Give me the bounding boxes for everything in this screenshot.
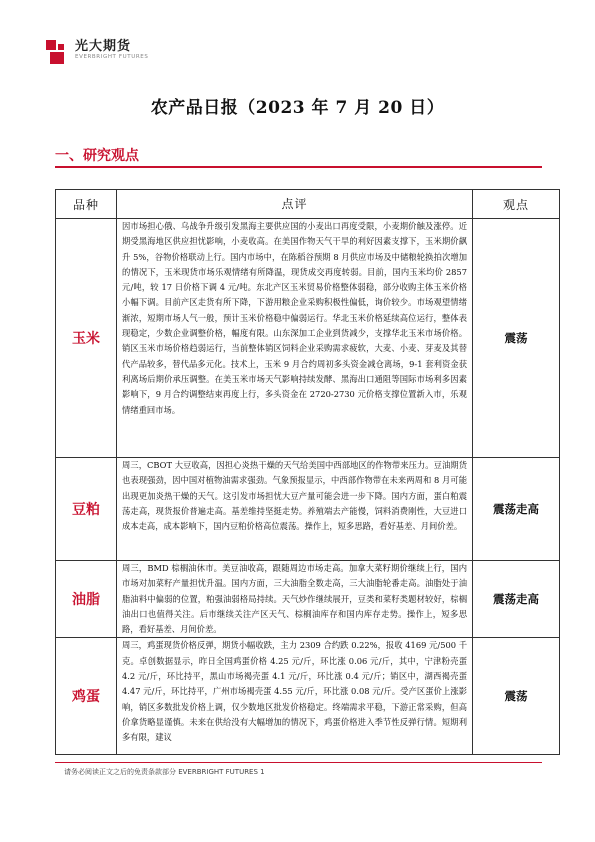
comment-text: 周三，BMD 棕榈油休市。美豆油收高，跟随周边市场走高。加拿大菜籽期价继续上行，国内市场对加菜籽产量担忧升温。国内方面，三大油脂全数走高，三大油脂轮番走高。油脂处于油脂油料中偏弱的位置，粕强油弱格局持续。天气炒作继续展开，豆类和菜籽类题材较好，棕榈油出口也值得关注。后市继续关注产区天气、棕榈油库存和国内库存走势。操作上，短多思路，看好基差、月间价差。 <box>117 561 473 638</box>
logo-mark-icon <box>46 40 70 64</box>
view-text: 震荡走高 <box>473 458 560 561</box>
header-variety: 品种 <box>56 190 117 219</box>
variety-name: 油脂 <box>56 561 117 638</box>
comment-text: 因市场担心俄、乌战争升级引发黑海主要供应国的小麦出口再度受限，小麦期价触及涨停。近期受黑海地区供应担忧影响，小麦收高。在美国作物天气干旱的利好因素支撑下，玉米期价飙升 5%，谷物价格联动上行。国内市场中，在陈稻谷预期 8 月供应市场及中储粮轮换拍次增加的情况下，玉米现货市场乐观情绪有所降温，现货成交再度转弱。目前，国内玉米均价 2857 元/吨，较 17 日价格下调 4 元/吨。东北产区玉米贸易价格整体弱稳，部分收购主体玉米价格小幅下调。目前产区走货有所下降，下游用粮企业采购积极性偏低，询价较少。市场观望情绪渐浓，短期市场人气一般，预计玉米价格稳中偏弱运行。华北玉米价格延续高位运行，整体表现稳定，少数企业调整价格，幅度有限。山东深加工企业到货减少，支撑华北玉米市场价格。销区玉米市场价格趋弱运行，当前整体销区饲料企业采购需求疲软，大麦、小麦、芽麦及其替代产品较多，替代品多元化。技术上，玉米 9 月合约周初多头资金减仓离场，9-1 套利资金获利离场后期价承压调整。在美玉米市场天气影响持续发酵、黑海出口通阻等国际市场利多因素影响下，9 月合约调整结束再度上行，多头资金在 2720-2730 元价格支撑位置新入市，乐观情绪重回市场。 <box>117 219 473 458</box>
table-row <box>56 561 560 638</box>
variety-name: 豆粕 <box>56 458 117 561</box>
comment-text: 周三，鸡蛋现货价格反弹，期货小幅收跌，主力 2309 合约跌 0.22%，报收 4169 元/500 千克。卓创数据显示，昨日全国鸡蛋价格 4.25 元/斤，环比涨 0.06 元/斤，其中，宁津粉壳蛋 4.2 元/斤，环比持平，黑山市场褐壳蛋 4.1 元/斤，环比涨 0.4 元/斤；销区中，湖西褐壳蛋 4.47 元/斤，环比持平，广州市场褐壳蛋 4.55 元/斤，环比涨 0.08 元/斤。受产区蛋价上涨影响，销区多数批发价格上调，仅少数地区批发价格稳定。终端需求平稳，下游正常采购，但高价拿货略显谨慎。未来在供给没有大幅增加的情况下，鸡蛋价格进入季节性反弹行情。短期利多有限，建议 <box>122 640 467 743</box>
view-text: 震荡 <box>473 219 560 458</box>
company-logo <box>46 40 148 66</box>
section-divider <box>55 166 542 168</box>
footer-text: 请务必阅读正文之后的免责条款部分 EVERBRIGHT FUTURES 1 <box>64 768 265 776</box>
footer-divider <box>55 762 542 763</box>
table-row <box>56 458 560 561</box>
view-text: 震荡走高 <box>473 561 560 638</box>
variety-name: 玉米 <box>56 219 117 458</box>
variety-name: 鸡蛋 <box>56 638 117 755</box>
table-row <box>56 638 560 755</box>
header-view: 观点 <box>473 190 560 219</box>
section-heading: 一、研究观点 <box>55 148 139 164</box>
logo-text-cn: 光大期货 <box>75 39 132 54</box>
table-row <box>56 219 560 458</box>
header-comment: 点评 <box>117 190 473 219</box>
page-title: 农产品日报（2023 年 7 月 20 日） <box>150 98 445 118</box>
logo-text-en: EVERBRIGHT FUTURES <box>75 54 149 60</box>
table-header-row <box>56 190 560 219</box>
comment-text: 周三，CBOT 大豆收高，因担心炎热干燥的天气给美国中西部地区的作物带来压力。豆油期货也表现强劲，因中国对植物油需求强劲。气象预报显示，中西部作物带在未来两周和 8 月可能出现更加炎热干燥的天气。这引发市场担忧大豆产量可能会进一步下降。国内方面，蛋白粕震荡走高，现货报价普遍走高。基差维持坚挺走势。养殖端去产能慢，饲料消费刚性，大豆进口成本走高，成本影响下，国内豆粕价格高位震荡。操作上，短多思路，看好基差、月间价差。 <box>117 458 473 561</box>
view-text: 震荡 <box>473 638 560 755</box>
comment-cell <box>117 638 473 755</box>
research-table <box>55 189 560 755</box>
